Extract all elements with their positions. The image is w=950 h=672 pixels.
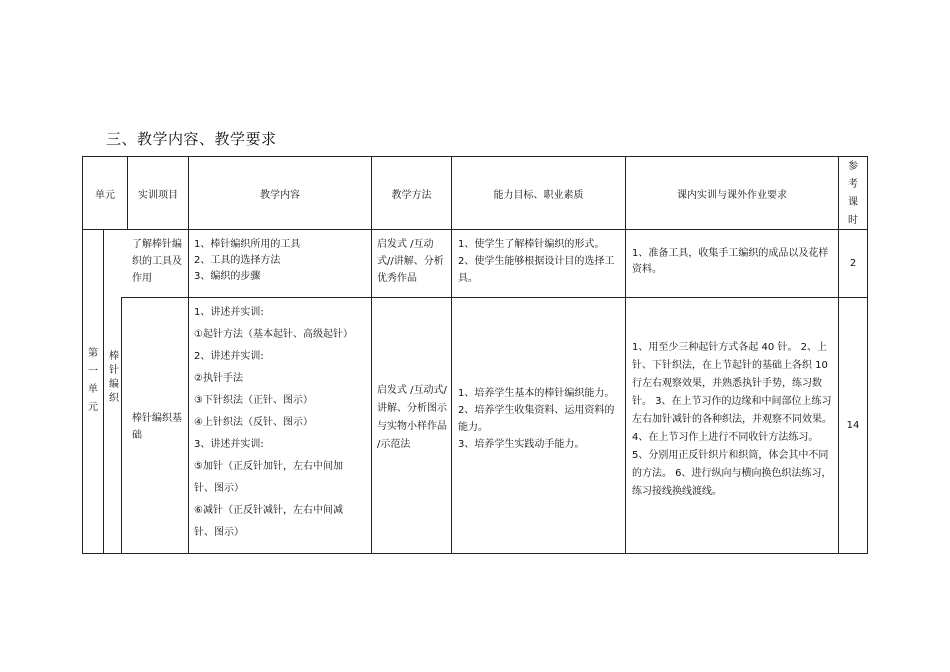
row1-hours: 2 — [849, 258, 857, 269]
header-method: 教学方法 — [391, 189, 432, 201]
col-divider — [121, 297, 122, 554]
row2-ability — [458, 385, 618, 453]
header-divider — [82, 229, 868, 230]
content-line: ⑤加针（正反针加针，左右中间加针、图示） — [194, 461, 343, 494]
content-line: 1、棒针编织所用的工具 — [194, 239, 301, 250]
content-line: 1、讲述并实训: — [194, 307, 264, 318]
content-line: 3、编织的步骤 — [194, 271, 261, 282]
ability-line: 2、培养学生收集资料、运用资料的能力。 — [458, 405, 615, 433]
row1-practice: 1、准备工具，收集手工编织的成品以及花样资料。 — [632, 248, 829, 275]
content-line: ②执针手法 — [194, 373, 243, 384]
row2-method: 启发式 /互动式/讲解、分析图示与实物小样作品 /示范法 — [377, 385, 447, 450]
content-line: ④上针织法（反针、图示） — [194, 417, 313, 428]
teaching-table — [82, 156, 868, 554]
row2-practice: 1、用至少三种起针方式各起 40 针。 2、上针、下针织法，在上节起针的基础上各织 10 行左右观察效果，并熟悉执针手势，练习数针。 3、在上节习作的边缘和中间部位上练习左右加针减针的各种织法，并观察不同效果。 4、在上节习作上进行不同收针方法练习。 5、分别用正反针织片和织筒，体会其中不同的方法。 6、进行纵向与横向换色织法练习，练习接线换线渡线。 — [632, 342, 832, 497]
header-unit: 单元 — [95, 189, 115, 201]
table-border-bottom — [82, 553, 868, 554]
row1-project: 了解棒针编织的工具及作用 — [132, 239, 182, 284]
header-project: 实训项目 — [138, 189, 178, 201]
header-content: 教学内容 — [260, 189, 300, 201]
content-line: ①起针方法（基本起针、高级起针） — [194, 329, 353, 340]
content-line: ③下针织法（正针、图示） — [194, 395, 313, 406]
row2-content — [194, 302, 359, 544]
section-title: 三、教学内容、教学要求 — [106, 130, 277, 148]
header-practice: 课内实训与课外作业要求 — [677, 189, 787, 201]
ability-line: 1、培养学生基本的棒针编织能力。 — [458, 388, 615, 399]
unit-name: 第一单元 — [88, 348, 98, 413]
row-divider — [121, 297, 868, 298]
content-line: 3、讲述并实训: — [194, 439, 264, 450]
row2-project: 棒针编织基础 — [132, 413, 182, 441]
header-hours: 参考课时 — [848, 161, 858, 226]
col-divider — [103, 229, 104, 554]
content-line: 2、讲述并实训: — [194, 351, 264, 362]
ability-line: 1、使学生了解棒针编织的形式。 — [458, 239, 605, 250]
ability-line: 3、培养学生实践动手能力。 — [458, 439, 585, 450]
row2-hours: 14 — [846, 420, 860, 431]
row1-content — [194, 237, 369, 285]
row1-ability — [458, 236, 618, 287]
header-ability: 能力目标、职业素质 — [493, 189, 584, 201]
content-line: ⑥减针（正反针减针，左右中间减针、图示） — [194, 505, 343, 538]
ability-line: 2、使学生能够根据设计目的选择工具。 — [458, 256, 615, 284]
content-line: 2、工具的选择方法 — [194, 255, 281, 266]
sub-unit-name: 棒针编织 — [109, 351, 119, 404]
row1-method: 启发式 /互动式//讲解、分析优秀作品 — [377, 239, 444, 284]
table-border-right — [867, 156, 868, 554]
